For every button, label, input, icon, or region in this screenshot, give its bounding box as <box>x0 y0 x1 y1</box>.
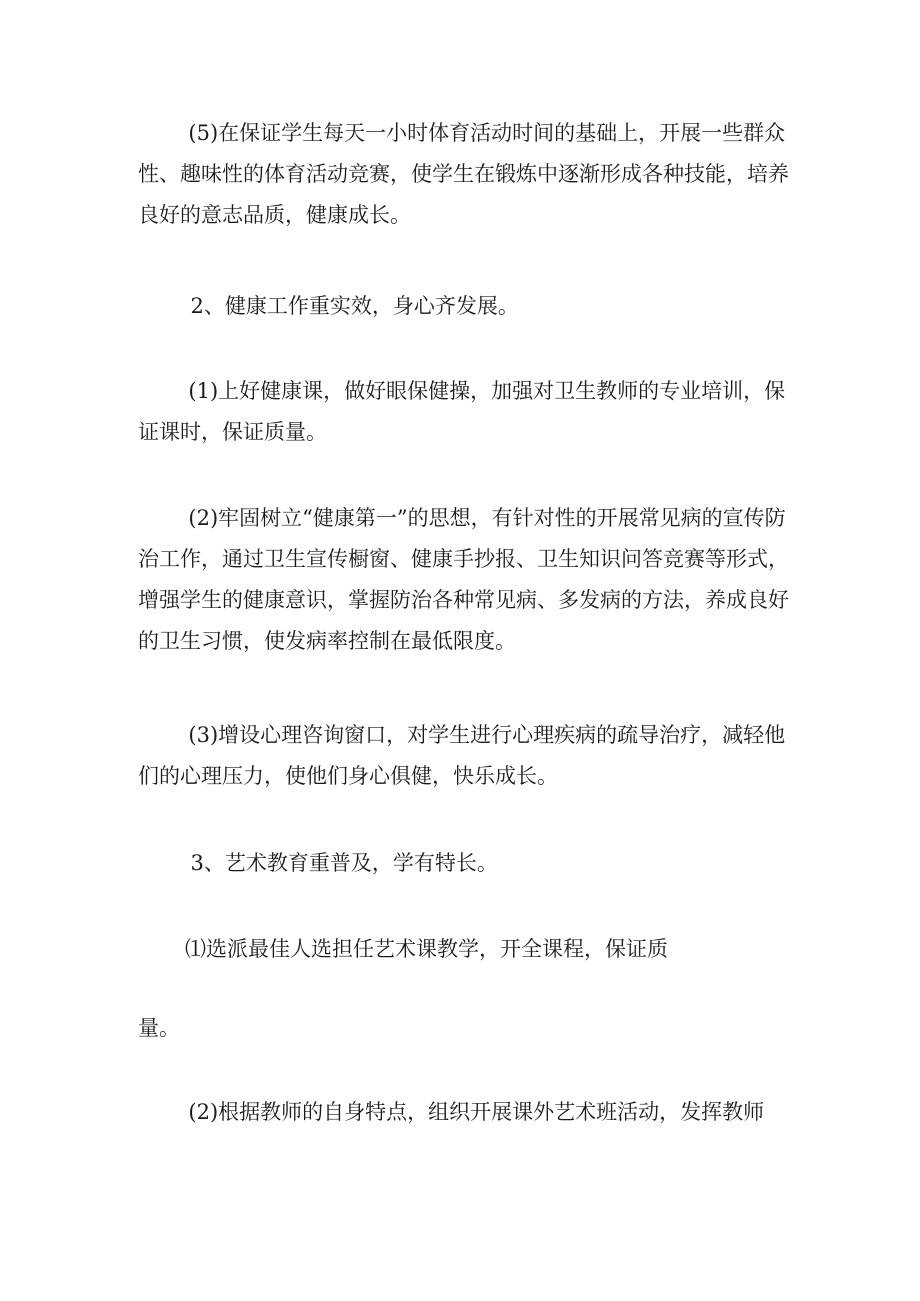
paragraph-art-teaching-continued: 量。 <box>138 1016 180 1040</box>
paragraph-health-class: (1)上好健康课，做好眼保健操，加强对卫生教师的专业培训，保证课时，保证质量。 <box>138 379 786 444</box>
paragraph-psychological-counseling: (3)增设心理咨询窗口，对学生进行心理疾病的疏导治疗，减轻他们的心理压力，使他们身心俱健，快乐成长。 <box>138 723 786 788</box>
heading-art-education: 3、艺术教育重普及，学有特长。 <box>190 851 498 875</box>
heading-health-work: 2、健康工作重实效，身心齐发展。 <box>190 294 519 318</box>
paragraph-sports-activities: (5)在保证学生每天一小时体育活动时间的基础上，开展一些群众性、趣味性的体育活动竞赛，使学生在锻炼中逐渐形成各种技能，培养良好的意志品质，健康成长。 <box>138 121 789 227</box>
paragraph-art-teaching: ⑴选派最佳人选担任艺术课教学，开全课程，保证质 <box>185 937 668 961</box>
paragraph-health-first: (2)牢固树立“健康第一”的思想，有针对性的开展常见病的宣传防治工作，通过卫生宣传橱窗、健康手抄报、卫生知识问答竞赛等形式，增强学生的健康意识，掌握防治各种常见病、多发病的方法，养成良好的卫生习惯，使发病率控制在最低限度。 <box>138 506 789 653</box>
paragraph-extracurricular-art: (2)根据教师的自身特点，组织开展课外艺术班活动，发挥教师 <box>188 1100 765 1124</box>
